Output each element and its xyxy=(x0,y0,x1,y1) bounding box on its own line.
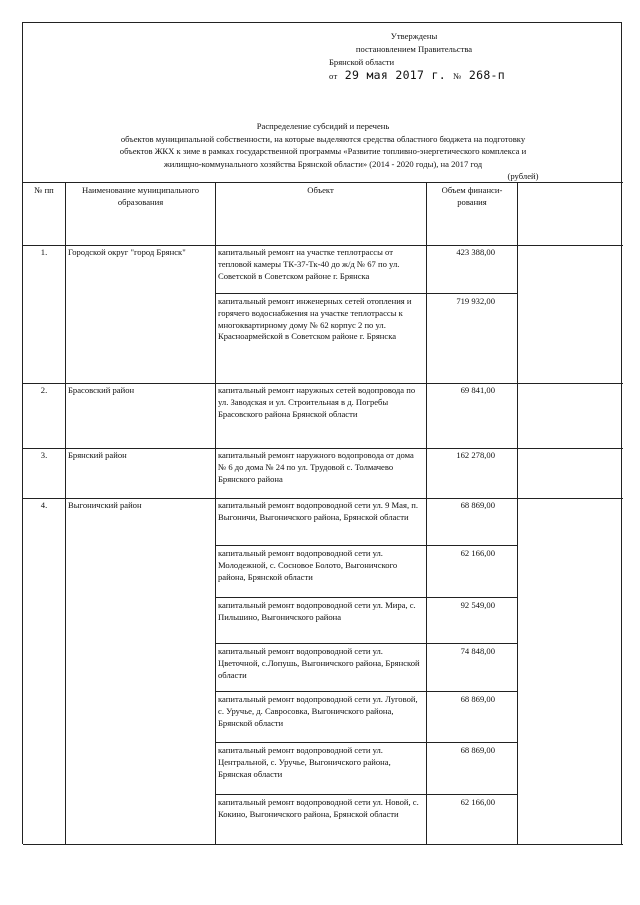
object-description: капитальный ремонт водопроводной сети ул. Молодежной, с. Сосновое Болото, Выгоничского района, Брянской области xyxy=(218,548,398,582)
table-rule xyxy=(215,597,517,598)
table-rule xyxy=(215,742,517,743)
municipality-name: Брянский район xyxy=(68,450,127,460)
row-number: 1. xyxy=(40,247,48,257)
funding-amount: 68 869,00 xyxy=(460,745,495,755)
object-description: капитальный ремонт водопроводной сети ул. Новой, с. Кокино, Выгоничского района, Брянской области xyxy=(218,797,419,819)
approval-date-line xyxy=(329,69,559,83)
table-rule xyxy=(23,245,623,246)
object-description: капитальный ремонт наружного водопровода от дома № 6 до дома № 24 по ул. Трудовой с. Толмачево Брянского района xyxy=(218,450,414,484)
funding-amount: 162 278,00 xyxy=(456,450,495,460)
table-rule xyxy=(215,691,517,692)
funding-amount: 62 166,00 xyxy=(460,548,495,558)
municipality-name: Городской округ "город Брянск" xyxy=(68,247,186,257)
table-rule xyxy=(23,844,623,845)
funding-amount: 92 549,00 xyxy=(460,600,495,610)
funding-amount: 719 932,00 xyxy=(456,296,495,306)
date-value: 29 мая 2017 г. xyxy=(344,68,446,82)
approval-line-3: Брянской области xyxy=(329,57,395,67)
object-description: капитальный ремонт водопроводной сети ул. Цветочной, с.Лопушь, Выгоничского района, Брянской области xyxy=(218,646,420,680)
document-page xyxy=(22,22,622,844)
table-rule xyxy=(215,794,517,795)
object-description: капитальный ремонт водопроводной сети ул. 9 Мая, п. Выгоничи, Выгоничского района, Брянской области xyxy=(218,500,418,522)
funding-amount: 68 869,00 xyxy=(460,500,495,510)
number-value: 268-п xyxy=(468,68,506,82)
table-rule xyxy=(215,545,517,546)
funding-amount: 62 166,00 xyxy=(460,797,495,807)
approval-block xyxy=(329,30,559,83)
units-label: (рублей) xyxy=(507,171,539,181)
document-title xyxy=(23,120,623,170)
funding-amount: 423 388,00 xyxy=(456,247,495,257)
object-description: капитальный ремонт водопроводной сети ул. Луговой, с. Уручье, д. Савросовка, Выгоничского района, Брянской области xyxy=(218,694,418,728)
table-rule xyxy=(23,383,623,384)
title-line-3: объектов ЖКХ к зиме в рамках государственной программы «Развитие топливно-энергетического комплекса и xyxy=(119,146,527,156)
table-column-rule xyxy=(65,182,66,844)
funding-amount: 68 869,00 xyxy=(460,694,495,704)
table-rule xyxy=(215,293,517,294)
table-rule xyxy=(23,498,623,499)
header-num: № пп xyxy=(34,185,54,195)
table-rule xyxy=(215,643,517,644)
object-description: капитальный ремонт водопроводной сети ул. Мира, с. Пильшино, Выгоничского района xyxy=(218,600,416,622)
date-prefix: от xyxy=(329,71,338,81)
row-number: 2. xyxy=(40,385,48,395)
table-column-rule xyxy=(215,182,216,844)
title-line-1: Распределение субсидий и перечень xyxy=(256,121,390,131)
object-description: капитальный ремонт водопроводной сети ул. Центральной, с. Уручье, Выгоничского района, Брянская области xyxy=(218,745,391,779)
funding-amount: 69 841,00 xyxy=(460,385,495,395)
table-rule xyxy=(23,448,623,449)
title-line-2: объектов муниципальной собственности, на которые выделяются средства областного бюджета на подготовку xyxy=(120,133,526,144)
table-column-rule xyxy=(517,182,518,844)
header-object: Объект xyxy=(307,185,334,195)
row-number: 3. xyxy=(40,450,48,460)
municipality-name: Выгоничский район xyxy=(68,500,142,510)
number-prefix: № xyxy=(453,71,462,81)
title-line-4: жилищно-коммунального хозяйства Брянской области» (2014 - 2020 годы), на 2017 год xyxy=(163,158,483,169)
object-description: капитальный ремонт наружных сетей водопровода по ул. Заводская и ул. Строительная в д. Погребы Брасовского района Брянской области xyxy=(218,385,416,419)
object-description: капитальный ремонт на участке теплотрассы от тепловой камеры ТК-37-Тк-40 до ж/д № 67 по ул. Советской в Советском районе г. Брянска xyxy=(218,247,400,281)
funding-amount: 74 848,00 xyxy=(460,646,495,656)
municipality-name: Брасовский район xyxy=(68,385,135,395)
table-column-rule xyxy=(426,182,427,844)
row-number: 4. xyxy=(40,500,48,510)
approval-line-2: постановлением Правительства xyxy=(355,44,473,54)
table-rule xyxy=(23,182,623,183)
header-municipality: Наименование муниципального образования xyxy=(81,185,200,207)
header-amount: Объем финанси-рования xyxy=(441,185,503,207)
object-description: капитальный ремонт инженерных сетей отопления и горячего водоснабжения на участке теплотрассы к многоквартирному дому № 62 корпус 2 по ул. Красноармейской в Советском районе г. Брянска xyxy=(218,296,412,342)
approval-line-1: Утверждены xyxy=(390,31,438,41)
